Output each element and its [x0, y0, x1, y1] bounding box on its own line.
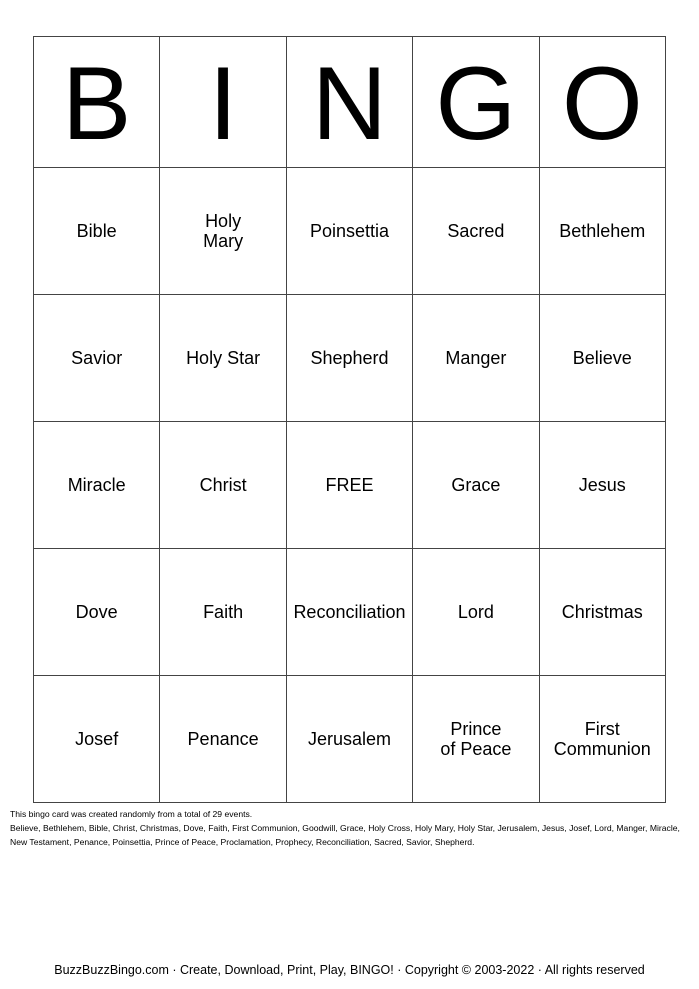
- bingo-cell: Josef: [34, 676, 160, 803]
- bingo-cell: Miracle: [34, 422, 160, 549]
- bingo-cell: Sacred: [413, 168, 539, 295]
- bingo-cell: Dove: [34, 549, 160, 676]
- bingo-cell: First Communion: [539, 676, 665, 803]
- bingo-cell: Manger: [413, 295, 539, 422]
- bingo-cell: Shepherd: [286, 295, 412, 422]
- card-info: [10, 807, 690, 849]
- bingo-header-row: [34, 37, 666, 168]
- bingo-cell: Holy Star: [160, 295, 286, 422]
- header-letter-o: O: [539, 37, 665, 168]
- bingo-cell: Poinsettia: [286, 168, 412, 295]
- bingo-cell: Faith: [160, 549, 286, 676]
- footer-copyright: BuzzBuzzBingo.com · Create, Download, Print, Play, BINGO! · Copyright © 2003-2022 · All rights reserved: [54, 963, 645, 977]
- header-letter-g: G: [413, 37, 539, 168]
- bingo-cell: Reconciliation: [286, 549, 412, 676]
- bingo-cell: Bible: [34, 168, 160, 295]
- bingo-row-3: [34, 422, 666, 549]
- card-info-event-list: Believe, Bethlehem, Bible, Christ, Christmas, Dove, Faith, First Communion, Goodwill, Grace, Holy Cross, Holy Mary, Holy Star, Jerusalem, Jesus, Josef, Lord, Manger, Miracle, New Testament, Penance, Poinsettia, Prince of Peace, Proclamation, Prophecy, Reconciliation, Sacred, Savior, Shepherd.: [10, 823, 680, 847]
- bingo-cell: Holy Mary: [160, 168, 286, 295]
- bingo-row-5: [34, 676, 666, 803]
- bingo-cell: Bethlehem: [539, 168, 665, 295]
- card-info-summary: This bingo card was created randomly from a total of 29 events.: [10, 809, 253, 819]
- bingo-cell: Believe: [539, 295, 665, 422]
- bingo-row-2: [34, 295, 666, 422]
- bingo-cell: Christmas: [539, 549, 665, 676]
- header-letter-n: N: [286, 37, 412, 168]
- bingo-row-4: [34, 549, 666, 676]
- bingo-cell: Christ: [160, 422, 286, 549]
- free-space-cell: FREE: [286, 422, 412, 549]
- bingo-cell: Lord: [413, 549, 539, 676]
- bingo-row-1: [34, 168, 666, 295]
- bingo-cell: Penance: [160, 676, 286, 803]
- bingo-card: [33, 36, 666, 803]
- bingo-cell: Jerusalem: [286, 676, 412, 803]
- bingo-cell: Prince of Peace: [413, 676, 539, 803]
- bingo-cell: Grace: [413, 422, 539, 549]
- bingo-cell: Savior: [34, 295, 160, 422]
- header-letter-b: B: [34, 37, 160, 168]
- header-letter-i: I: [160, 37, 286, 168]
- bingo-cell: Jesus: [539, 422, 665, 549]
